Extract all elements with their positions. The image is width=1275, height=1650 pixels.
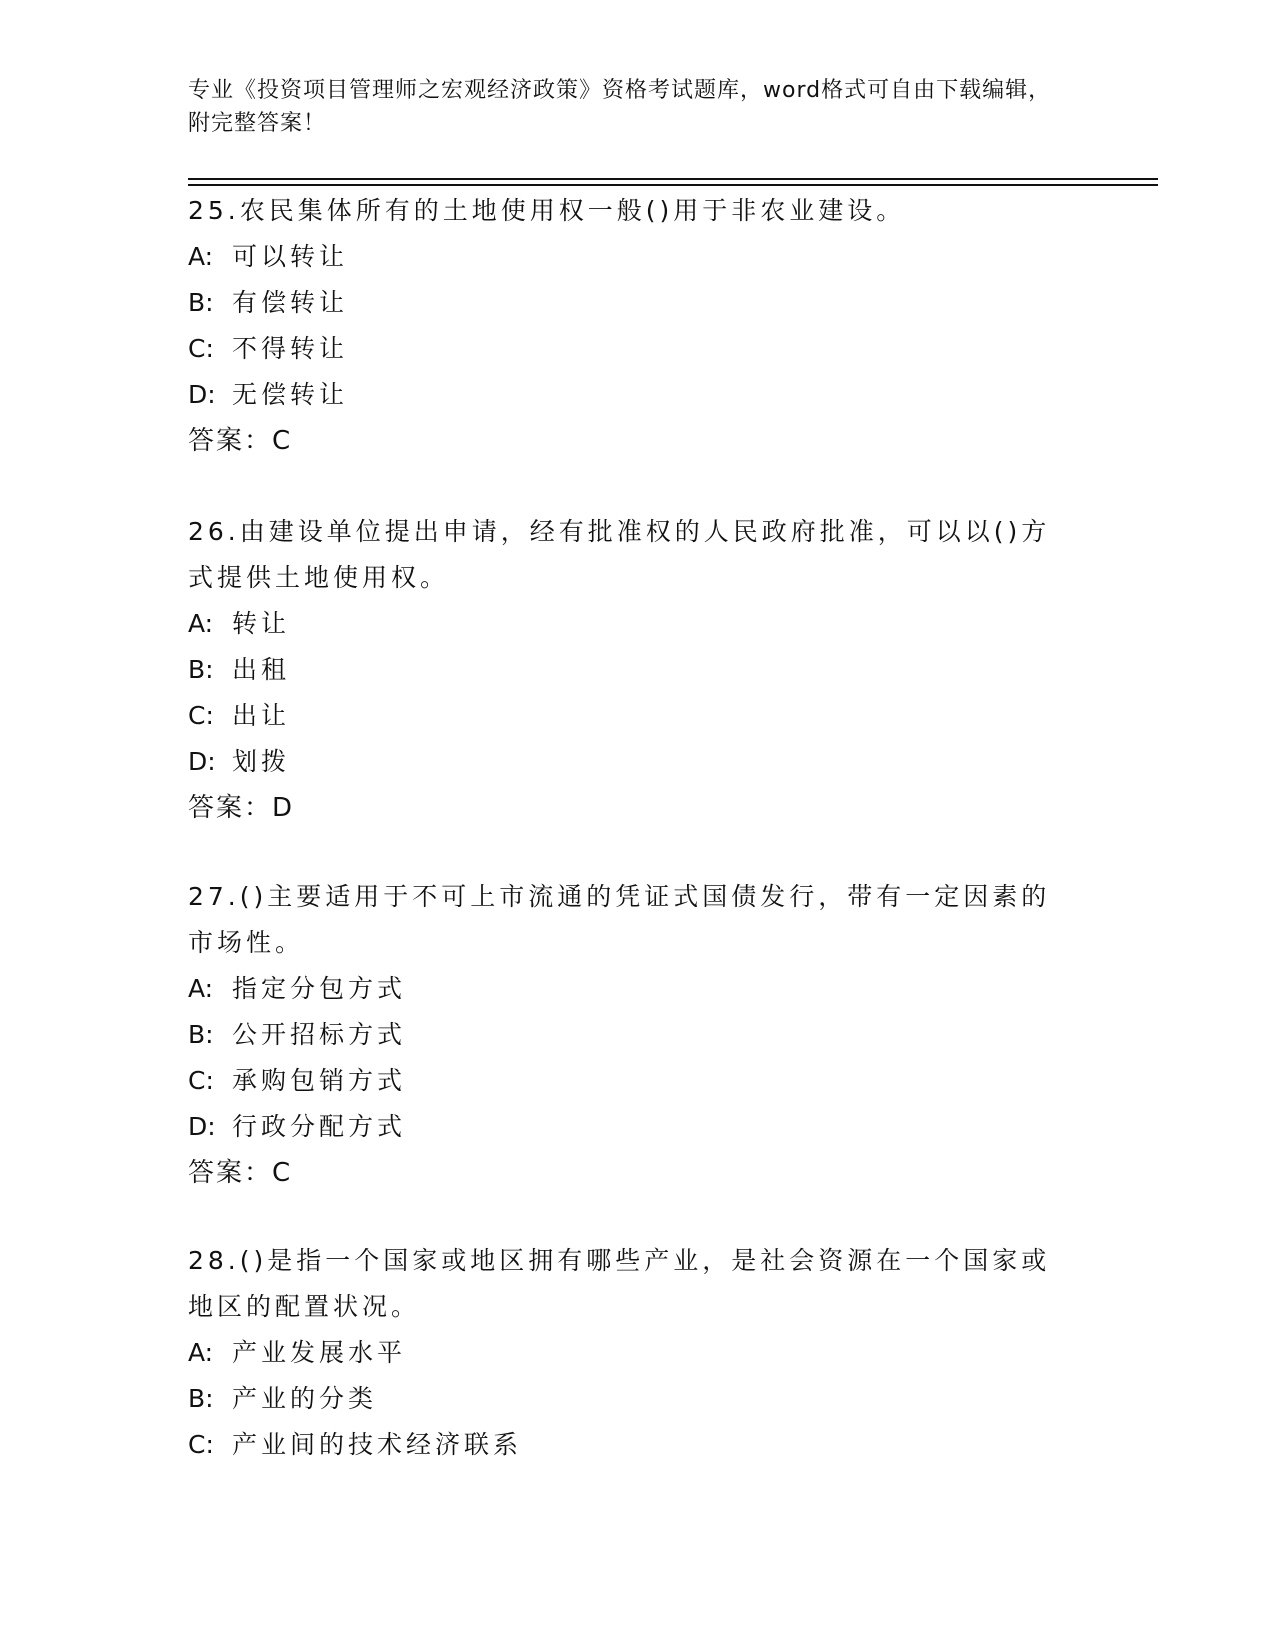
option-key: A: xyxy=(188,974,214,1003)
option-text: 无偿转让 xyxy=(232,380,349,409)
option-text: 出让 xyxy=(232,701,291,730)
option-key: B: xyxy=(188,288,214,317)
option-a xyxy=(188,234,1068,280)
option-text: 产业发展水平 xyxy=(232,1338,407,1367)
question-28 xyxy=(188,1238,1068,1468)
option-a xyxy=(188,601,1068,647)
option-key: C: xyxy=(188,701,214,730)
header-divider-top xyxy=(188,178,1158,180)
option-text: 产业间的技术经济联系 xyxy=(232,1430,523,1459)
question-26 xyxy=(188,509,1068,831)
option-key: D: xyxy=(188,380,216,409)
option-key: B: xyxy=(188,1020,214,1049)
option-text: 产业的分类 xyxy=(232,1384,378,1413)
option-key: A: xyxy=(188,609,214,638)
question-25 xyxy=(188,188,1068,464)
option-text: 承购包销方式 xyxy=(232,1066,407,1095)
option-text: 公开招标方式 xyxy=(232,1020,407,1049)
question-stem: 26.由建设单位提出申请，经有批准权的人民政府批准，可以以()方式提供土地使用权。 xyxy=(188,517,1051,592)
question-stem: 27.()主要适用于不可上市流通的凭证式国债发行，带有一定因素的市场性。 xyxy=(188,882,1051,957)
option-key: C: xyxy=(188,1430,214,1459)
question-stem: 25.农民集体所有的土地使用权一般()用于非农业建设。 xyxy=(188,196,906,225)
option-key: D: xyxy=(188,747,216,776)
option-text: 转让 xyxy=(232,609,291,638)
option-text: 不得转让 xyxy=(232,334,349,363)
option-c xyxy=(188,1422,1068,1468)
header-divider-bottom xyxy=(188,184,1158,186)
option-b xyxy=(188,1376,1068,1422)
answer: 答案：D xyxy=(188,793,295,823)
option-a xyxy=(188,966,1068,1012)
option-c xyxy=(188,326,1068,372)
option-b xyxy=(188,1012,1068,1058)
option-key: B: xyxy=(188,1384,214,1413)
option-d xyxy=(188,372,1068,418)
option-text: 可以转让 xyxy=(232,242,349,271)
option-d xyxy=(188,739,1068,785)
option-key: C: xyxy=(188,1066,214,1095)
option-key: A: xyxy=(188,1338,214,1367)
answer: 答案：C xyxy=(188,426,293,456)
option-c xyxy=(188,1058,1068,1104)
option-key: C: xyxy=(188,334,214,363)
option-text: 有偿转让 xyxy=(232,288,349,317)
document-header: 专业《投资项目管理师之宏观经济政策》资格考试题库，word格式可自由下载编辑，附完整答案！ xyxy=(188,78,1052,136)
option-b xyxy=(188,647,1068,693)
option-key: D: xyxy=(188,1112,216,1141)
option-text: 出租 xyxy=(232,655,291,684)
option-text: 划拨 xyxy=(232,747,291,776)
question-27 xyxy=(188,874,1068,1196)
option-text: 行政分配方式 xyxy=(232,1112,407,1141)
question-stem: 28.()是指一个国家或地区拥有哪些产业，是社会资源在一个国家或地区的配置状况。 xyxy=(188,1246,1051,1321)
option-c xyxy=(188,693,1068,739)
option-key: A: xyxy=(188,242,214,271)
option-a xyxy=(188,1330,1068,1376)
option-key: B: xyxy=(188,655,214,684)
option-text: 指定分包方式 xyxy=(232,974,407,1003)
answer: 答案：C xyxy=(188,1158,293,1188)
option-b xyxy=(188,280,1068,326)
option-d xyxy=(188,1104,1068,1150)
